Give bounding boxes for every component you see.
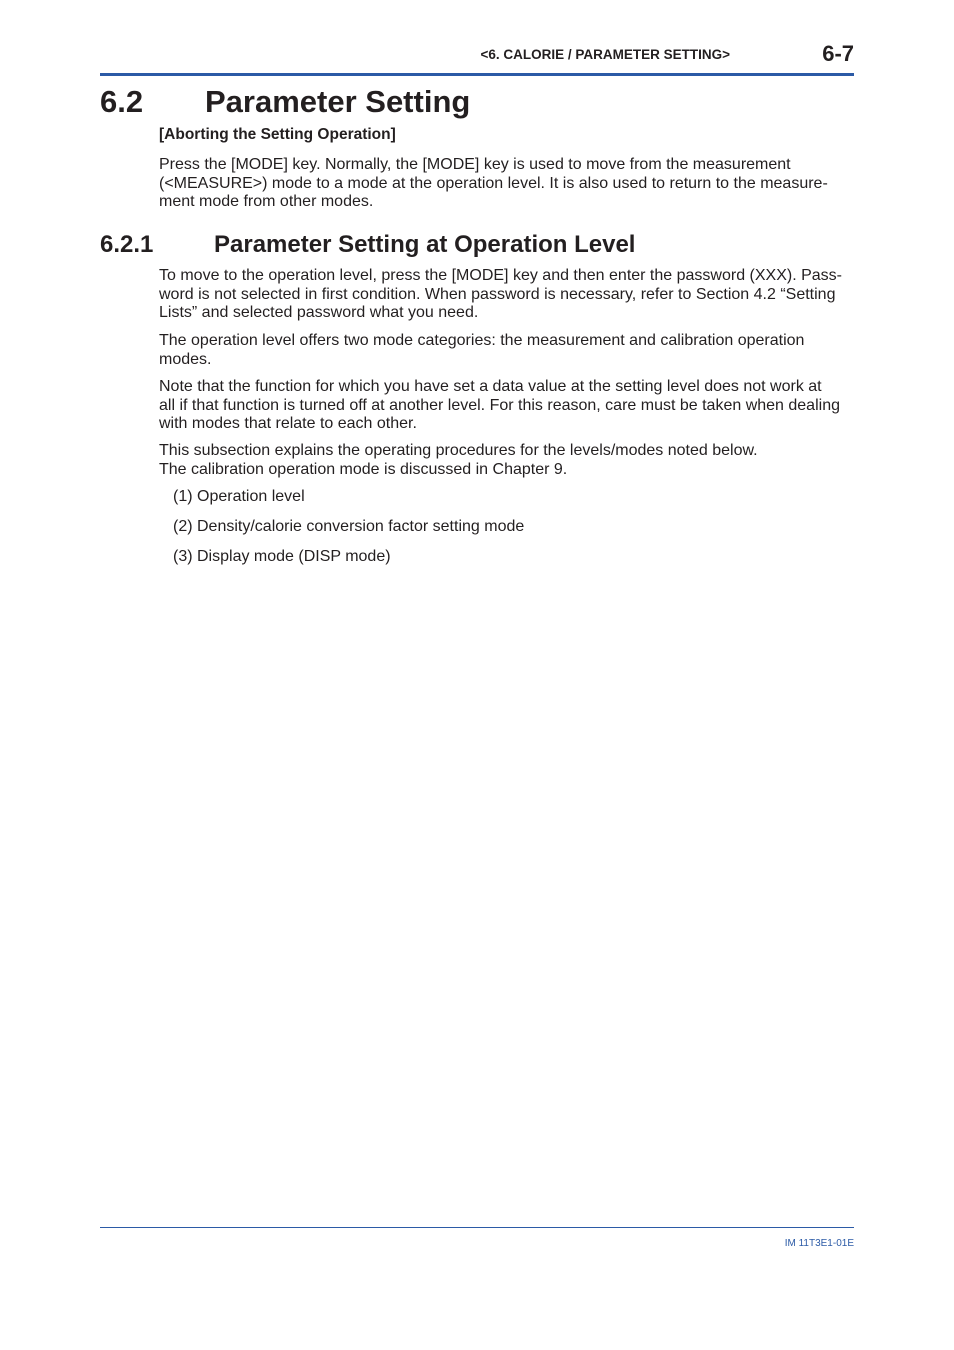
- paragraph-line: Note that the function for which you have set a data value at the setting level does not work at: [159, 378, 822, 395]
- document-id: IM 11T3E1-01E: [784, 1238, 854, 1249]
- header-divider: [100, 73, 854, 76]
- section-title: Parameter Setting: [205, 84, 471, 119]
- list-item: (3) Display mode (DISP mode): [173, 548, 391, 565]
- section-paragraph: [159, 156, 854, 212]
- paragraph-line: modes.: [159, 350, 212, 368]
- paragraph-line: This subsection explains the operating procedures for the levels/modes noted below.: [159, 442, 758, 459]
- section-number: 6.2: [100, 84, 144, 119]
- footer-divider: [100, 1227, 854, 1228]
- paragraph-mode-categories: [159, 332, 854, 369]
- subheading: [Aborting the Setting Operation]: [159, 126, 396, 143]
- list-item: (2) Density/calorie conversion factor setting mode: [173, 518, 525, 535]
- chapter-title: <6. CALORIE / PARAMETER SETTING>: [480, 47, 730, 62]
- paragraph-line: The calibration operation mode is discussed in Chapter 9.: [159, 460, 568, 478]
- paragraph-line: The operation level offers two mode categories: the measurement and calibration operation: [159, 332, 805, 349]
- list-item: (1) Operation level: [173, 488, 305, 505]
- paragraph-line: To move to the operation level, press the [MODE] key and then enter the password (XXX). Pass-: [159, 267, 842, 284]
- paragraph-line: (<MEASURE>) mode to a mode at the operation level. It is also used to return to the measure-: [159, 174, 828, 192]
- paragraph-note: [159, 378, 854, 434]
- paragraph-line: ment mode from other modes.: [159, 193, 374, 210]
- paragraph-line: Press the [MODE] key. Normally, the [MODE] key is used to move from the measurement: [159, 156, 791, 173]
- paragraph-overview: [159, 442, 854, 479]
- paragraph-password: [159, 267, 854, 323]
- section-heading: [100, 84, 470, 120]
- paragraph-line: Lists” and selected password what you need.: [159, 304, 479, 321]
- paragraph-line: all if that function is turned off at another level. For this reason, care must be taken when dealing: [159, 396, 840, 414]
- paragraph-line: word is not selected in first condition. When password is necessary, refer to Section 4.2 “Setting: [159, 285, 836, 303]
- paragraph-line: with modes that relate to each other.: [159, 415, 417, 432]
- subsection-number: 6.2.1: [100, 231, 154, 258]
- page-number: 6-7: [822, 41, 854, 66]
- subsection-title: Parameter Setting at Operation Level: [214, 231, 636, 258]
- subsection-heading: [100, 231, 635, 259]
